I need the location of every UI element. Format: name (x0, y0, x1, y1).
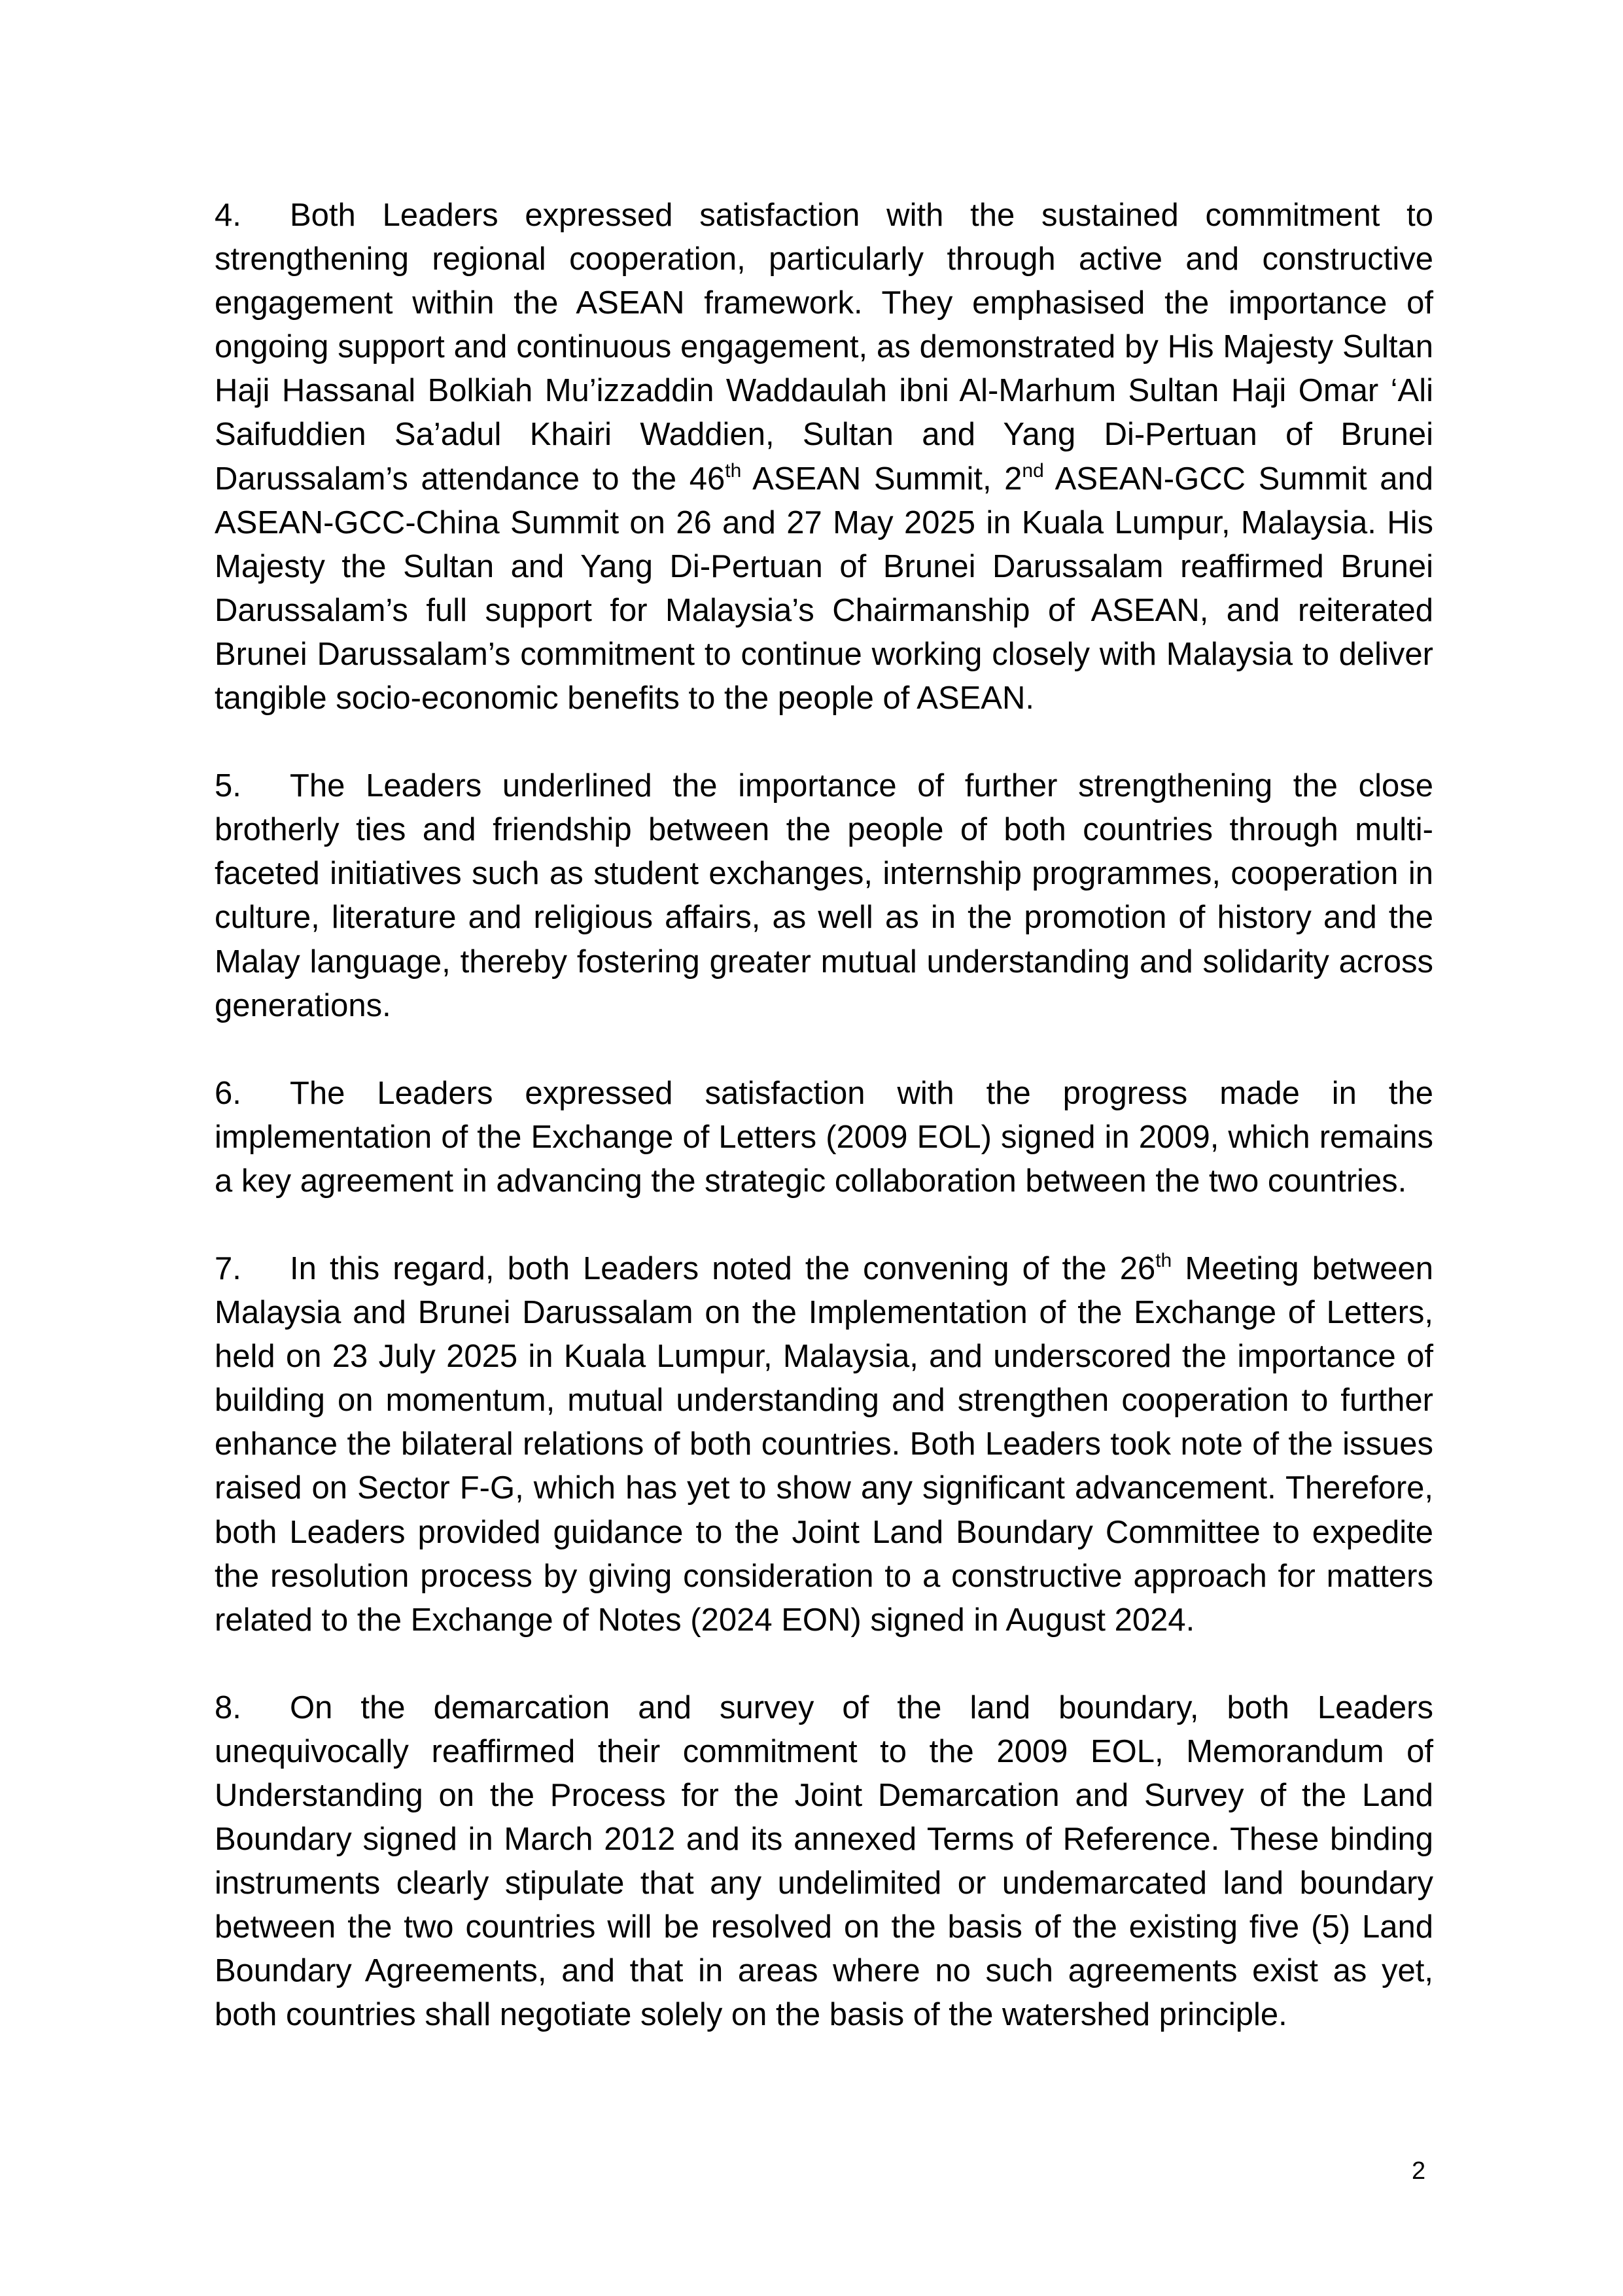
paragraph-8 (215, 1686, 1433, 2038)
ordinal-suffix: th (725, 459, 742, 482)
paragraph-text: In this regard, both Leaders noted the convening of the 26 (290, 1250, 1156, 1286)
paragraph-text: Both Leaders expressed satisfaction with the sustained commitment to strengthening regional cooperation, particularly through active and constructive engagement within the ASEAN framework. They emphasised the importance of ongoing support and continuous engagement, as demonstrated by His Majesty Sultan Haji Hassanal Bolkiah Mu’izzaddin Waddaulah ibni Al-Marhum Sultan Haji Omar ‘Ali Saifuddien Sa’adul Khairi Waddien, Sultan and Yang Di-Pertuan of Brunei Darussalam’s attendance to the 46 (215, 198, 1433, 497)
paragraph-4 (215, 194, 1433, 720)
paragraph-6 (215, 1072, 1433, 1203)
paragraph-number: 5. (215, 768, 241, 804)
paragraph-text: Meeting between Malaysia and Brunei Darussalam on the Implementation of the Exchange of Letters, held on 23 July 2025 in Kuala Lumpur, Malaysia, and underscored the importance of building on momentum, mutual understanding and strengthen cooperation to further enhance the bilateral relations of both countries. Both Leaders took note of the issues raised on Sector F-G, which has yet to show any significant advancement. Therefore, both Leaders provided guidance to the Joint Land Boundary Committee to expedite the resolution process by giving consideration to a constructive approach for matters related to the Exchange of Notes (2024 EON) signed in August 2024. (215, 1250, 1433, 1638)
paragraph-text: The Leaders underlined the importance of further strengthening the close brotherly ties and friendship between the people of both countries through multi-faceted initiatives such as student exchanges, internship programmes, cooperation in culture, literature and religious affairs, as well as in the promotion of history and the Malay language, thereby fostering greater mutual understanding and solidarity across generations. (215, 768, 1433, 1023)
paragraph-number: 8. (215, 1689, 241, 1725)
paragraph-number: 6. (215, 1075, 241, 1111)
paragraph-number: 7. (215, 1250, 241, 1286)
paragraph-5 (215, 764, 1433, 1028)
paragraph-7 (215, 1247, 1433, 1642)
paragraph-text: The Leaders expressed satisfaction with the progress made in the implementation of the Exchange of Letters (2009 EOL) signed in 2009, which remains a key agreement in advancing the strategic collaboration between the two countries. (215, 1075, 1433, 1199)
paragraph-number: 4. (215, 198, 241, 233)
ordinal-suffix: nd (1022, 459, 1044, 482)
page-number: 2 (1412, 2157, 1426, 2185)
ordinal-suffix: th (1155, 1249, 1172, 1271)
paragraph-text: On the demarcation and survey of the land boundary, both Leaders unequivocally reaffirmed their commitment to the 2009 EOL, Memorandum of Understanding on the Process for the Joint Demarcation and Survey of the Land Boundary signed in March 2012 and its annexed Terms of Reference. These binding instruments clearly stipulate that any undelimited or undemarcated land boundary between the two countries will be resolved on the basis of the existing five (5) Land Boundary Agreements, and that in areas where no such agreements exist as yet, both countries shall negotiate solely on the basis of the watershed principle. (215, 1689, 1433, 2033)
paragraph-text: ASEAN Summit, 2 (741, 461, 1022, 497)
paragraph-text: ASEAN-GCC Summit and ASEAN-GCC-China Summit on 26 and 27 May 2025 in Kuala Lumpur, Malaysia. His Majesty the Sultan and Yang Di-Pertuan of Brunei Darussalam reaffirmed Brunei Darussalam’s full support for Malaysia’s Chairmanship of ASEAN, and reiterated Brunei Darussalam’s commitment to continue working closely with Malaysia to deliver tangible socio-economic benefits to the people of ASEAN. (215, 461, 1433, 716)
document-body (215, 194, 1433, 2081)
